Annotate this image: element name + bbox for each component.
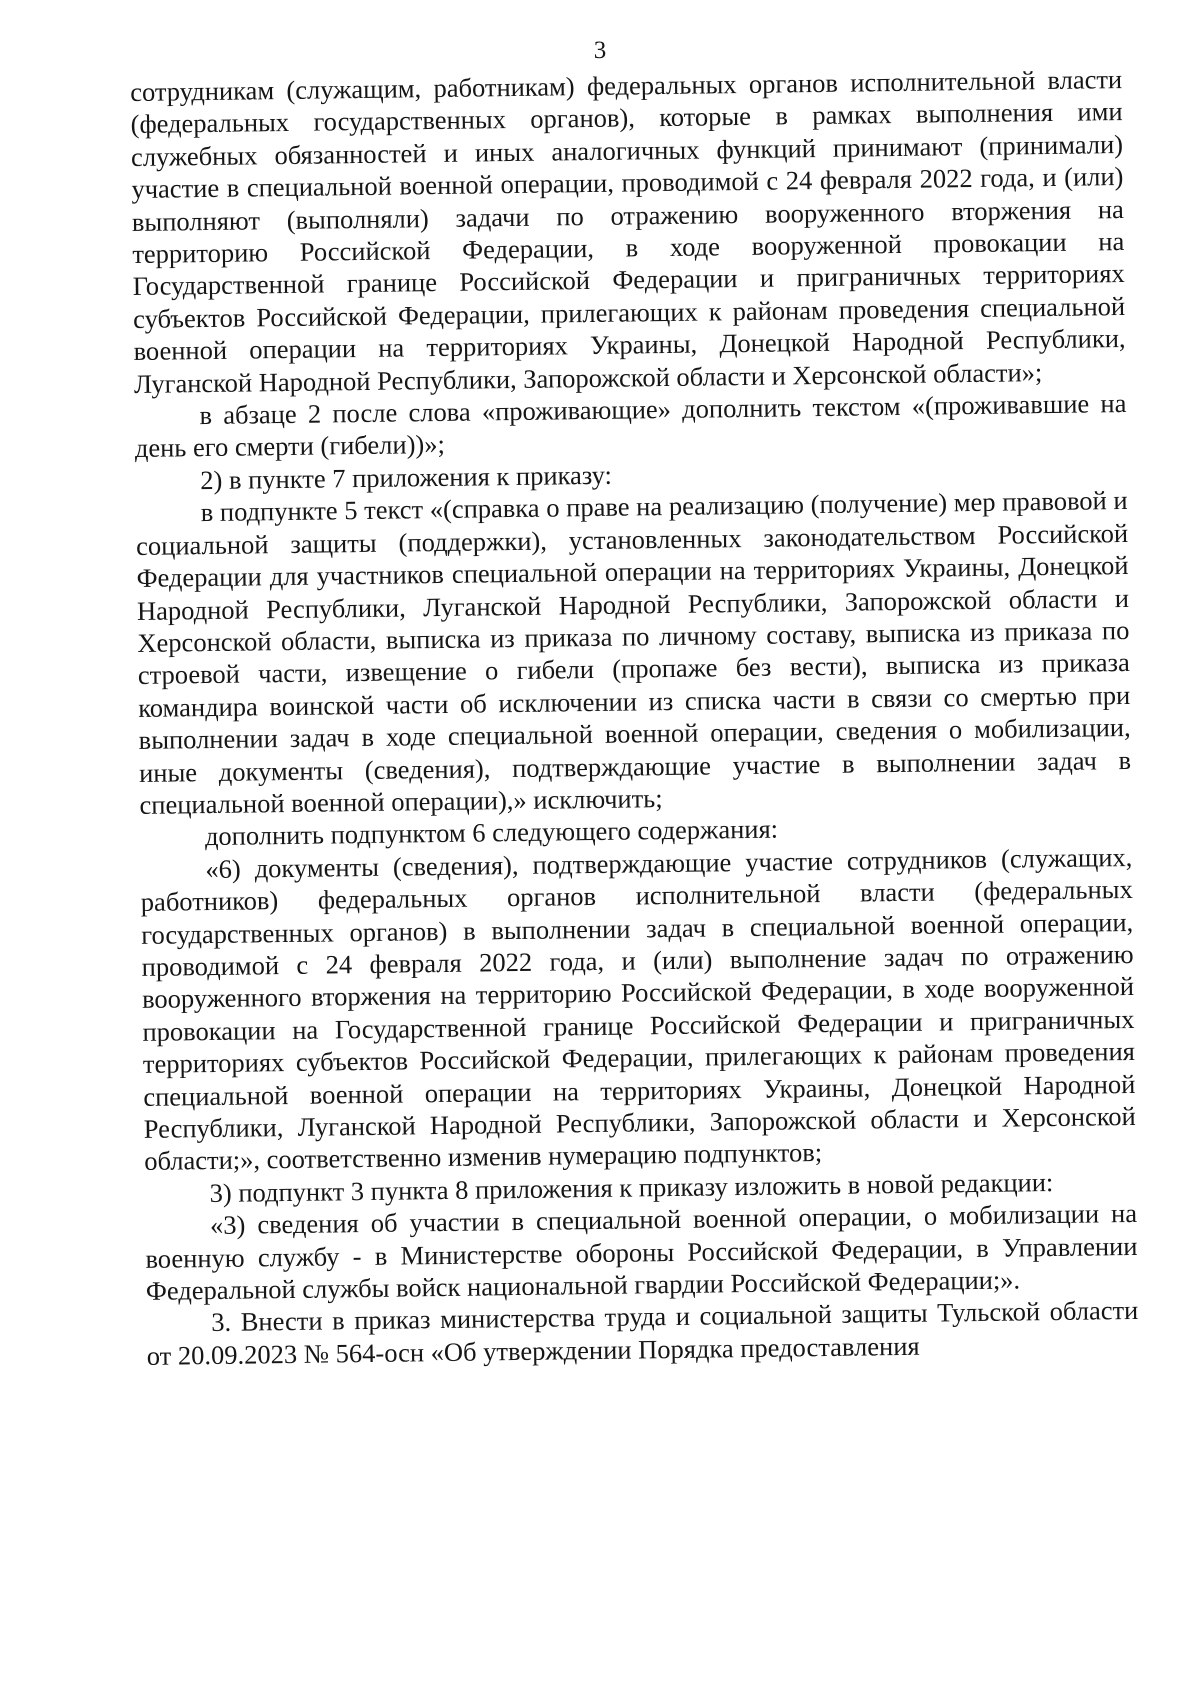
- page-number: 3: [593, 37, 607, 64]
- paragraph-section-3: 3. Внести в приказ министерства труда и социальной защиты Тульской области от 20.09.2023 № 564-осн «Об утверждении Порядка предоставления: [146, 1295, 1139, 1371]
- paragraph-abzac-2: в абзаце 2 после слова «проживающие» дополнить текстом «(проживавшие на день его смерти (гибели))»;: [134, 388, 1127, 464]
- paragraph-add-subitem-6: дополнить подпунктом 6 следующего содержания:: [204, 813, 779, 852]
- paragraph-subitem-6-text: «6) документы (сведения), подтверждающие участие сотрудников (служащих, работников) федеральных органов исполнительной власти (федеральных государственных органов) в выполнении задач в специальной военной операции, проводимой с 24 февраля 2022 года, и (или) выполнение задач по отражению вооруженного вторжения на территорию Российской Федерации, в ходе вооруженной провокации на Государственной границе Российской Федерации и приграничных территориях субъектов Российской Федерации, прилегающих к районам проведения специальной военной операции на территориях Украины, Донецкой Народной Республики, Луганской Народной Республики, Запорожской области и Херсонской области;», соответственно изменив нумерацию подпунктов;: [140, 841, 1136, 1177]
- paragraph-subitem-5: в подпункте 5 текст «(справка о праве на реализацию (получение) мер правовой и социальной защиты (поддержки), установленных законодательством Российской Федерации для участников специальной операции на территориях Украины, Донецкой Народной Республики, Луганской Народной Республики, Запорожской области и Херсонской области, выписка из приказа по личному составу, выписка из приказа по строевой части, извещение о гибели (пропаже без вести), выписка из приказа командира воинской части об исключении из списка части в связи со смертью при выполнении задач в ходе специальной военной операции, сведения о мобилизации, иные документы (сведения), подтверждающие участие в выполнении задач в специальной военной операции),» исключить;: [135, 485, 1132, 820]
- document-body: [130, 63, 1139, 1372]
- paragraph-subitem-3-text: «3) сведения об участии в специальной военной операции, о мобилизации на военную службу - в Министерстве обороны Российской Федерации, в Управлении Федеральной службы войск национальной гвардии Российской Федерации;».: [145, 1198, 1138, 1306]
- paragraph-item-3: 3) подпункт 3 пункта 8 приложения к приказу изложить в новой редакции:: [209, 1166, 1054, 1208]
- paragraph-continuation: сотрудникам (служащим, работникам) федеральных органов исполнительной власти (федеральных государственных органов), которые в рамках выполнения ими служебных обязанностей и иных аналогичных функций принимают (принимали) участие в специальной военной операции, проводимой с 24 февраля 2022 года, и (или) выполняют (выполняли) задачи по отражению вооруженного вторжения на территорию Российской Федерации, в ходе вооруженной провокации на Государственной границе Российской Федерации и приграничных территориях субъектов Российской Федерации, прилегающих к районам проведения специальной военной операции на территориях Украины, Донецкой Народной Республики, Луганской Народной Республики, Запорожской области и Херсонской области»;: [130, 64, 1126, 399]
- paragraph-item-2: 2) в пункте 7 приложения к приказу:: [200, 459, 613, 495]
